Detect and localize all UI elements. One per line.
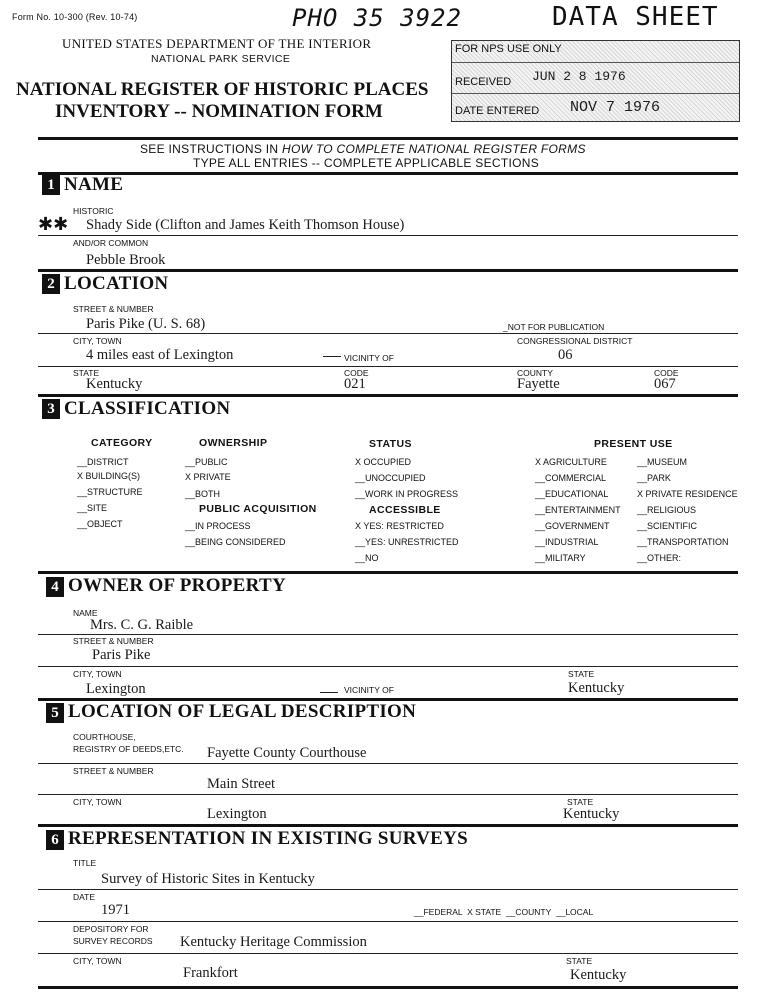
rule <box>38 763 738 764</box>
rule <box>38 666 738 667</box>
received-stamp: JUN 2 8 1976 <box>532 69 626 84</box>
courthouse-value: Fayette County Courthouse <box>207 745 367 761</box>
category-option: __OBJECT <box>77 519 123 529</box>
present-use-option: X PRIVATE RESIDENCE <box>637 489 738 499</box>
vicinity-blank <box>323 346 341 357</box>
owner-name-label: NAME <box>73 608 98 618</box>
status-heading: STATUS <box>369 438 412 450</box>
section-title: REPRESENTATION IN EXISTING SURVEYS <box>68 828 469 849</box>
form-number: Form No. 10-300 (Rev. 10-74) <box>12 12 138 22</box>
survey-level-options: __FEDERAL X STATE __COUNTY __LOCAL <box>414 907 594 917</box>
vicinity-label: VICINITY OF <box>344 353 394 363</box>
legal-state: Kentucky <box>563 806 620 822</box>
congressional-district-label: CONGRESSIONAL DISTRICT <box>517 336 633 346</box>
state-code-value: 021 <box>344 376 366 392</box>
legal-state-label: STATE <box>567 797 594 807</box>
present-use-option: __TRANSPORTATION <box>637 537 729 547</box>
present-use-heading: PRESENT USE <box>594 438 673 450</box>
common-name: Pebble Brook <box>86 252 166 268</box>
state-label: STATE <box>73 368 100 378</box>
present-use-option: __PARK <box>637 473 671 483</box>
survey-title-label: TITLE <box>73 858 97 868</box>
category-heading: CATEGORY <box>91 437 153 449</box>
category-option: X BUILDING(S) <box>77 471 141 481</box>
rule <box>38 794 738 795</box>
rule <box>38 986 738 989</box>
ownership-heading: OWNERSHIP <box>199 437 268 449</box>
section-number: 6 <box>46 830 64 850</box>
present-use-option: __MILITARY <box>535 553 586 563</box>
legal-street-label: STREET & NUMBER <box>73 766 154 776</box>
ownership-option: X PRIVATE <box>185 472 231 482</box>
survey-records-label: SURVEY RECORDS <box>73 936 153 946</box>
data-sheet-stamp: DATA SHEET <box>552 2 719 32</box>
section-number: 1 <box>42 175 60 195</box>
rule <box>38 571 738 574</box>
section-title: LOCATION OF LEGAL DESCRIPTION <box>68 701 417 722</box>
registry-label: REGISTRY OF DEEDS,ETC. <box>73 744 184 754</box>
owner-state: Kentucky <box>568 680 625 696</box>
survey-date: 1971 <box>101 902 130 918</box>
street-label: STREET & NUMBER <box>73 304 154 314</box>
present-use-option: __SCIENTIFIC <box>637 521 698 531</box>
survey-date-label: DATE <box>73 892 96 902</box>
status-option: X OCCUPIED <box>355 457 412 467</box>
nps-box-heading: FOR NPS USE ONLY <box>455 43 562 55</box>
present-use-option: X AGRICULTURE <box>535 457 607 467</box>
code-label: CODE <box>344 368 369 378</box>
rule <box>38 366 738 367</box>
rule <box>38 172 738 175</box>
section-title: NAME <box>64 174 124 195</box>
survey-title: Survey of Historic Sites in Kentucky <box>101 871 315 887</box>
owner-city-label: CITY, TOWN <box>73 669 122 679</box>
rule <box>38 269 738 272</box>
received-label: RECEIVED <box>455 76 512 88</box>
courthouse-label: COURTHOUSE, <box>73 732 136 742</box>
rule <box>38 953 738 954</box>
category-option: __STRUCTURE <box>77 487 143 497</box>
present-use-option: __EDUCATIONAL <box>535 489 609 499</box>
nps-divider <box>452 93 739 94</box>
acquisition-option: __IN PROCESS <box>185 521 251 531</box>
ownership-option: __BOTH <box>185 489 221 499</box>
date-entered-label: DATE ENTERED <box>455 105 540 117</box>
instructions-line2: TYPE ALL ENTRIES -- COMPLETE APPLICABLE SECTIONS <box>193 156 540 170</box>
not-for-publication: _NOT FOR PUBLICATION <box>503 322 605 332</box>
rule <box>38 634 738 635</box>
form-title-line2: INVENTORY -- NOMINATION FORM <box>55 101 383 122</box>
rule <box>38 137 738 140</box>
owner-street-label: STREET & NUMBER <box>73 636 154 646</box>
nps-use-box <box>451 40 740 122</box>
owner-street: Paris Pike <box>92 647 151 663</box>
asterisk-mark: ✱✱ <box>38 214 69 234</box>
county-value: Fayette <box>517 376 560 392</box>
present-use-option: __RELIGIOUS <box>637 505 697 515</box>
legal-street: Main Street <box>207 776 276 792</box>
vicinity-label: VICINITY OF <box>344 685 394 695</box>
accessible-option: __NO <box>355 553 379 563</box>
date-entered-stamp: NOV 7 1976 <box>570 99 661 116</box>
historic-label: HISTORIC <box>73 206 114 216</box>
accessible-option: __YES: UNRESTRICTED <box>355 537 459 547</box>
nps-divider <box>452 62 739 63</box>
rule <box>38 889 738 890</box>
survey-city-label: CITY, TOWN <box>73 956 122 966</box>
ownership-option: __PUBLIC <box>185 457 228 467</box>
owner-name: Mrs. C. G. Raible <box>90 617 194 633</box>
state-value: Kentucky <box>86 376 143 392</box>
depository-value: Kentucky Heritage Commission <box>180 934 367 950</box>
rule <box>38 921 738 922</box>
acquisition-option: __BEING CONSIDERED <box>185 537 286 547</box>
accessible-heading: ACCESSIBLE <box>369 504 441 516</box>
rule <box>38 235 738 236</box>
department-name: UNITED STATES DEPARTMENT OF THE INTERIOR <box>62 36 372 51</box>
public-acquisition-heading: PUBLIC ACQUISITION <box>199 503 317 515</box>
legal-city-label: CITY, TOWN <box>73 797 122 807</box>
county-code-label: CODE <box>654 368 679 378</box>
city-value: 4 miles east of Lexington <box>86 347 234 363</box>
section-number: 3 <box>42 399 60 419</box>
section-title: OWNER OF PROPERTY <box>68 575 287 596</box>
legal-city: Lexington <box>207 806 267 822</box>
vicinity-blank <box>320 682 338 693</box>
county-label: COUNTY <box>517 368 553 378</box>
survey-state-label: STATE <box>566 956 593 966</box>
status-option: __UNOCCUPIED <box>355 473 426 483</box>
rule <box>38 824 738 827</box>
section-number: 2 <box>42 274 60 294</box>
present-use-option: __COMMERCIAL <box>535 473 607 483</box>
county-code-value: 067 <box>654 376 676 392</box>
handwritten-id: PHO 35 3922 <box>292 4 462 32</box>
present-use-option: __INDUSTRIAL <box>535 537 599 547</box>
rule <box>38 333 738 334</box>
present-use-option: __GOVERNMENT <box>535 521 610 531</box>
section-number: 5 <box>46 703 64 723</box>
street-value: Paris Pike (U. S. 68) <box>86 316 206 332</box>
owner-city: Lexington <box>86 681 146 697</box>
section-title: LOCATION <box>64 273 169 294</box>
present-use-option: __OTHER: <box>637 553 682 563</box>
service-name: NATIONAL PARK SERVICE <box>151 53 291 65</box>
present-use-option: __MUSEUM <box>637 457 688 467</box>
depository-label: DEPOSITORY FOR <box>73 924 149 934</box>
rule <box>38 394 738 397</box>
survey-city: Frankfort <box>183 965 238 981</box>
owner-state-label: STATE <box>568 669 595 679</box>
form-title-line1: NATIONAL REGISTER OF HISTORIC PLACES <box>16 79 429 100</box>
common-label: AND/OR COMMON <box>73 238 149 248</box>
section-title: CLASSIFICATION <box>64 398 231 419</box>
accessible-option: X YES: RESTRICTED <box>355 521 444 531</box>
category-option: __DISTRICT <box>77 457 129 467</box>
historic-name: Shady Side (Clifton and James Keith Thomson House) <box>86 217 405 233</box>
survey-state: Kentucky <box>570 967 627 983</box>
congressional-district-value: 06 <box>558 347 573 363</box>
present-use-option: __ENTERTAINMENT <box>535 505 621 515</box>
status-option: __WORK IN PROGRESS <box>355 489 459 499</box>
instructions-line1: SEE INSTRUCTIONS IN HOW TO COMPLETE NATIONAL REGISTER FORMS <box>140 142 586 156</box>
city-label: CITY, TOWN <box>73 336 122 346</box>
category-option: __SITE <box>77 503 108 513</box>
section-number: 4 <box>46 577 64 597</box>
